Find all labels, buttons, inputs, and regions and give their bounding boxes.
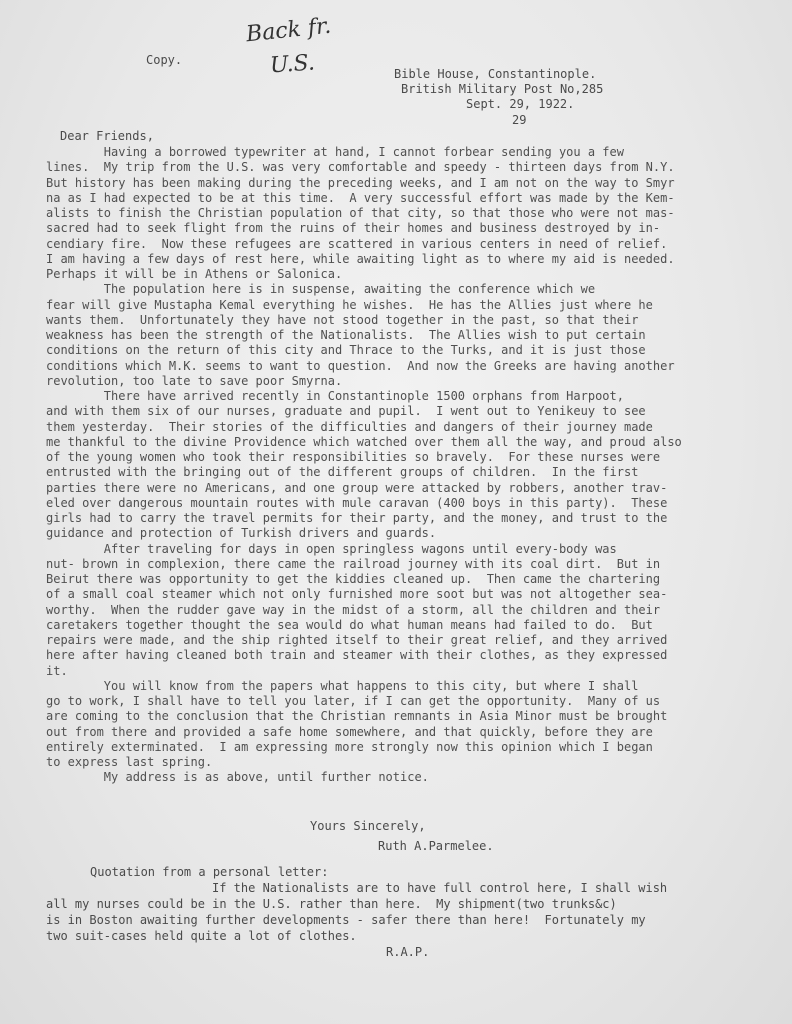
postscript-line-1: If the Nationalists are to have full control here, I shall wish [212, 881, 668, 895]
body-line: The population here is in suspense, awaiting the conference which we [46, 282, 596, 297]
body-line: conditions on the return of this city and Thrace to the Turks, and it is just those [46, 343, 646, 358]
body-line: caretakers together thought the sea would do what human means had failed to do. But [46, 617, 653, 632]
body-line: worthy. When the rudder gave way in the midst of a storm, all the children and their [46, 602, 661, 617]
body-line: them yesterday. Their stories of the difficulties and dangers of their journey made [46, 419, 653, 434]
postscript-line-4: two suit-cases held quite a lot of clothes. [46, 929, 357, 943]
body-line: here after having cleaned both train and steamer with their clothes, as they expressed [46, 648, 668, 663]
body-line: sacred had to seek flight from the ruins of their homes and business destroyed by in- [46, 221, 661, 236]
body-line: repairs were made, and the ship righted itself to their great relief, and they arrived [46, 633, 668, 647]
body-line: of a small coal steamer which not only furnished more soot but was not altogether sea- [46, 587, 668, 602]
body-line: to express last spring. [46, 755, 213, 769]
postscript-line-2: all my nurses could be in the U.S. rather than here. My shipment(two trunks&c) [46, 897, 617, 911]
postscript-intro: Quotation from a personal letter: [90, 865, 329, 879]
body-line: eled over dangerous mountain routes with mule caravan (400 boys in this party). These [46, 495, 668, 510]
signature: Ruth A.Parmelee. [378, 839, 494, 853]
body-line: Having a borrowed typewriter at hand, I cannot forbear sending you a few [46, 145, 624, 159]
postscript-initials: R.A.P. [386, 945, 430, 959]
body-line: I am having a few days of rest here, while awaiting light as to where my aid is needed. [46, 251, 675, 266]
date-correction: 29 [512, 113, 527, 127]
copy-label: Copy. [146, 53, 183, 67]
body-line: There have arrived recently in Constantinople 1500 orphans from Harpoot, [46, 389, 624, 403]
body-line: wants them. Unfortunately they have not stood together in the past, so that their [46, 312, 639, 327]
closing-phrase: Yours Sincerely, [310, 819, 426, 833]
body-line: You will know from the papers what happens to this city, but where I shall [46, 678, 639, 693]
letter-date: Sept. 29, 1922. [466, 97, 575, 111]
body-line: it. [46, 663, 68, 678]
body-line: are coming to the conclusion that the Christian remnants in Asia Minor must be brought [46, 709, 668, 724]
body-line: alists to finish the Christian population of that city, so that those who were not mas- [46, 206, 675, 220]
body-line: of the young women who took their responsibilities so bravely. For these nurses were [46, 450, 661, 464]
body-line: and with them six of our nurses, graduate and pupil. I went out to Yenikeuy to see [46, 404, 646, 419]
body-line: cendiary fire. Now these refugees are scattered in various centers in need of relief. [46, 236, 668, 251]
body-line: fear will give Mustapha Kemal everything he wishes. He has the Allies just where he [46, 297, 653, 312]
body-line: Beirut there was opportunity to get the kiddies cleaned up. Then came the chartering [46, 572, 661, 586]
body-line: out from there and provided a safe home somewhere, and that quickly, before they are [46, 724, 653, 739]
body-line: parties there were no Americans, and one group were attacked by robbers, another trav- [46, 480, 668, 495]
body-line: guidance and protection of Turkish drivers and guards. [46, 526, 437, 541]
body-line: girls had to carry the travel permits for their party, and the money, and trust to the [46, 511, 668, 525]
postscript-line-3: is in Boston awaiting further developments - safer there than here! Fortunately my [46, 913, 646, 927]
body-line: nut- brown in complexion, there came the railroad journey with its coal dirt. But in [46, 556, 661, 571]
body-line: revolution, too late to save poor Smyrna. [46, 373, 343, 388]
body-line: na as I had expected to be at this time. A very successful effort was made by the Kem- [46, 190, 675, 205]
body-line: entirely exterminated. I am expressing more strongly now this opinion which I began [46, 739, 653, 754]
body-line: After traveling for days in open springless wagons until every-body was [46, 541, 617, 556]
body-line: go to work, I shall have to tell you later, if I can get the opportunity. Many of us [46, 694, 661, 708]
body-line: My address is as above, until further notice. [46, 770, 429, 785]
body-line: me thankful to the divine Providence which watched over them all the way, and proud also [46, 434, 682, 449]
body-line: conditions which M.K. seems to want to question. And now the Greeks are having another [46, 358, 675, 373]
body-line: weakness has been the strength of the Nationalists. The Allies wish to put certain [46, 328, 646, 342]
salutation: Dear Friends, [60, 129, 154, 143]
address-line-2: British Military Post No,285 [401, 82, 604, 96]
address-line-1: Bible House, Constantinople. [394, 67, 597, 81]
body-line: entrusted with the bringing out of the different groups of children. In the first [46, 465, 639, 480]
handwritten-note-line2: U.S. [269, 50, 316, 79]
body-line: But history has been making during the preceding weeks, and I am not on the way to Smyr [46, 175, 675, 190]
body-line: lines. My trip from the U.S. was very comfortable and speedy - thirteen days from N.Y. [46, 160, 675, 175]
handwritten-note-line1: Back fr. [244, 13, 333, 48]
body-line: Perhaps it will be in Athens or Salonica. [46, 267, 343, 281]
